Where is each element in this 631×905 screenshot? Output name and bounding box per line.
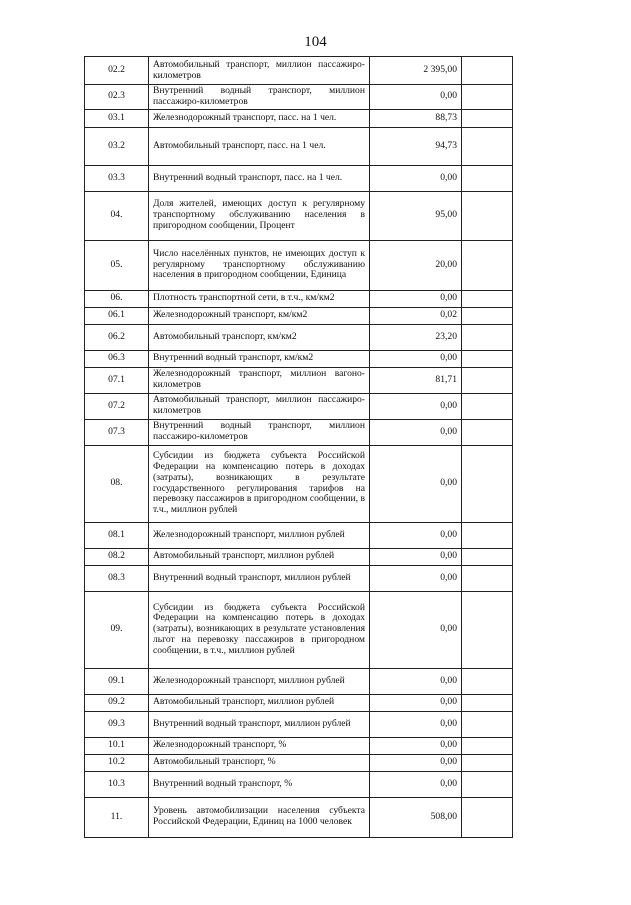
table-row	[85, 797, 513, 837]
table-row	[85, 350, 513, 367]
row-code: 03.1	[85, 109, 149, 127]
row-indicator-name: Автомобильный транспорт, миллион пассажиро-километров	[149, 393, 370, 419]
row-indicator-name: Внутренний водный транспорт, км/км2	[149, 350, 370, 367]
row-code: 03.2	[85, 127, 149, 165]
row-value: 0,00	[370, 591, 462, 668]
row-indicator-name: Автомобильный транспорт, %	[149, 754, 370, 771]
row-value: 0,00	[370, 445, 462, 522]
row-code: 08.	[85, 445, 149, 522]
row-empty-cell	[462, 191, 513, 240]
row-value: 2 395,00	[370, 57, 462, 85]
table-row	[85, 668, 513, 694]
row-indicator-name: Внутренний водный транспорт, миллион пассажиро-километров	[149, 419, 370, 445]
row-value: 0,00	[370, 668, 462, 694]
row-value: 0,00	[370, 85, 462, 110]
row-empty-cell	[462, 754, 513, 771]
row-value: 95,00	[370, 191, 462, 240]
row-empty-cell	[462, 737, 513, 754]
row-empty-cell	[462, 419, 513, 445]
row-empty-cell	[462, 522, 513, 548]
row-empty-cell	[462, 307, 513, 324]
table-row	[85, 165, 513, 191]
row-indicator-name: Число населённых пунктов, не имеющих доступ к регулярному транспортному обслуживанию населения в пригородном сообщении, Единица	[149, 240, 370, 290]
table-row	[85, 109, 513, 127]
row-code: 07.3	[85, 419, 149, 445]
indicators-table	[84, 56, 513, 838]
row-code: 10.1	[85, 737, 149, 754]
row-code: 03.3	[85, 165, 149, 191]
row-value: 0,00	[370, 419, 462, 445]
row-value: 0,00	[370, 565, 462, 591]
table-row	[85, 737, 513, 754]
row-code: 02.2	[85, 57, 149, 85]
table-row	[85, 307, 513, 324]
row-indicator-name: Автомобильный транспорт, миллион рублей	[149, 694, 370, 711]
table-row	[85, 393, 513, 419]
row-empty-cell	[462, 591, 513, 668]
row-indicator-name: Железнодорожный транспорт, км/км2	[149, 307, 370, 324]
row-empty-cell	[462, 565, 513, 591]
table-row	[85, 711, 513, 737]
row-indicator-name: Субсидии из бюджета субъекта Российской Федерации на компенсацию потерь в доходах (затраты), возникающих в результате установления льгот на перевозку пассажиров в пригородном сообщении, в т.ч., миллион рублей	[149, 591, 370, 668]
row-value: 0,00	[370, 754, 462, 771]
row-value: 0,00	[370, 694, 462, 711]
table-row	[85, 57, 513, 85]
row-code: 06.1	[85, 307, 149, 324]
row-code: 09.	[85, 591, 149, 668]
row-value: 0,00	[370, 393, 462, 419]
row-code: 10.2	[85, 754, 149, 771]
row-code: 09.1	[85, 668, 149, 694]
row-indicator-name: Железнодорожный транспорт, миллион рублей	[149, 522, 370, 548]
row-empty-cell	[462, 711, 513, 737]
row-code: 02.3	[85, 85, 149, 110]
row-value: 0,00	[370, 771, 462, 797]
row-value: 94,73	[370, 127, 462, 165]
row-empty-cell	[462, 393, 513, 419]
table-row	[85, 548, 513, 565]
table-row	[85, 565, 513, 591]
row-value: 88,73	[370, 109, 462, 127]
row-code: 06.	[85, 290, 149, 307]
row-empty-cell	[462, 771, 513, 797]
row-code: 10.3	[85, 771, 149, 797]
row-indicator-name: Доля жителей, имеющих доступ к регулярному транспортному обслуживанию населения в пригородном сообщении, Процент	[149, 191, 370, 240]
row-empty-cell	[462, 85, 513, 110]
row-value: 0,00	[370, 522, 462, 548]
row-indicator-name: Внутренний водный транспорт, пасс. на 1 чел.	[149, 165, 370, 191]
row-indicator-name: Плотность транспортной сети, в т.ч., км/км2	[149, 290, 370, 307]
row-indicator-name: Железнодорожный транспорт, %	[149, 737, 370, 754]
row-code: 08.2	[85, 548, 149, 565]
table-row	[85, 240, 513, 290]
table-row	[85, 445, 513, 522]
table-row	[85, 694, 513, 711]
row-indicator-name: Автомобильный транспорт, пасс. на 1 чел.	[149, 127, 370, 165]
row-code: 08.3	[85, 565, 149, 591]
row-indicator-name: Внутренний водный транспорт, миллион рублей	[149, 711, 370, 737]
table-row	[85, 419, 513, 445]
row-empty-cell	[462, 668, 513, 694]
row-code: 11.	[85, 797, 149, 837]
row-indicator-name: Автомобильный транспорт, км/км2	[149, 324, 370, 350]
table-row	[85, 367, 513, 393]
row-indicator-name: Железнодорожный транспорт, миллион вагоно-километров	[149, 367, 370, 393]
row-code: 05.	[85, 240, 149, 290]
row-indicator-name: Внутренний водный транспорт, миллион пассажиро-километров	[149, 85, 370, 110]
table-row	[85, 127, 513, 165]
row-indicator-name: Железнодорожный транспорт, пасс. на 1 чел.	[149, 109, 370, 127]
row-value: 0,00	[370, 711, 462, 737]
row-empty-cell	[462, 290, 513, 307]
row-empty-cell	[462, 57, 513, 85]
row-indicator-name: Автомобильный транспорт, миллион пассажиро-километров	[149, 57, 370, 85]
row-indicator-name: Уровень автомобилизации населения субъекта Российской Федерации, Единиц на 1000 человек	[149, 797, 370, 837]
row-code: 07.2	[85, 393, 149, 419]
row-value: 0,00	[370, 165, 462, 191]
row-code: 09.3	[85, 711, 149, 737]
row-indicator-name: Внутренний водный транспорт, миллион рублей	[149, 565, 370, 591]
row-indicator-name: Железнодорожный транспорт, миллион рублей	[149, 668, 370, 694]
row-empty-cell	[462, 367, 513, 393]
row-indicator-name: Субсидии из бюджета субъекта Российской Федерации на компенсацию потерь в доходах (затраты), возникающих в результате государственного регулирования тарифов на перевозку пассажиров в пригородном сообщении, в т.ч., миллион рублей	[149, 445, 370, 522]
row-code: 04.	[85, 191, 149, 240]
row-value: 0,02	[370, 307, 462, 324]
row-empty-cell	[462, 109, 513, 127]
row-indicator-name: Внутренний водный транспорт, %	[149, 771, 370, 797]
table-row	[85, 771, 513, 797]
row-empty-cell	[462, 127, 513, 165]
row-empty-cell	[462, 548, 513, 565]
row-empty-cell	[462, 165, 513, 191]
table-row	[85, 191, 513, 240]
row-value: 0,00	[370, 350, 462, 367]
row-empty-cell	[462, 324, 513, 350]
table-row	[85, 754, 513, 771]
row-code: 06.3	[85, 350, 149, 367]
row-empty-cell	[462, 240, 513, 290]
table-row	[85, 522, 513, 548]
row-empty-cell	[462, 694, 513, 711]
row-code: 07.1	[85, 367, 149, 393]
row-value: 508,00	[370, 797, 462, 837]
row-value: 0,00	[370, 737, 462, 754]
row-code: 06.2	[85, 324, 149, 350]
row-code: 08.1	[85, 522, 149, 548]
row-empty-cell	[462, 797, 513, 837]
page-number: 104	[304, 34, 327, 50]
row-value: 81,71	[370, 367, 462, 393]
row-value: 0,00	[370, 548, 462, 565]
table-row	[85, 290, 513, 307]
row-empty-cell	[462, 350, 513, 367]
row-empty-cell	[462, 445, 513, 522]
row-indicator-name: Автомобильный транспорт, миллион рублей	[149, 548, 370, 565]
row-value: 23,20	[370, 324, 462, 350]
table-row	[85, 85, 513, 110]
table-row	[85, 591, 513, 668]
row-value: 0,00	[370, 290, 462, 307]
row-code: 09.2	[85, 694, 149, 711]
table-row	[85, 324, 513, 350]
row-value: 20,00	[370, 240, 462, 290]
